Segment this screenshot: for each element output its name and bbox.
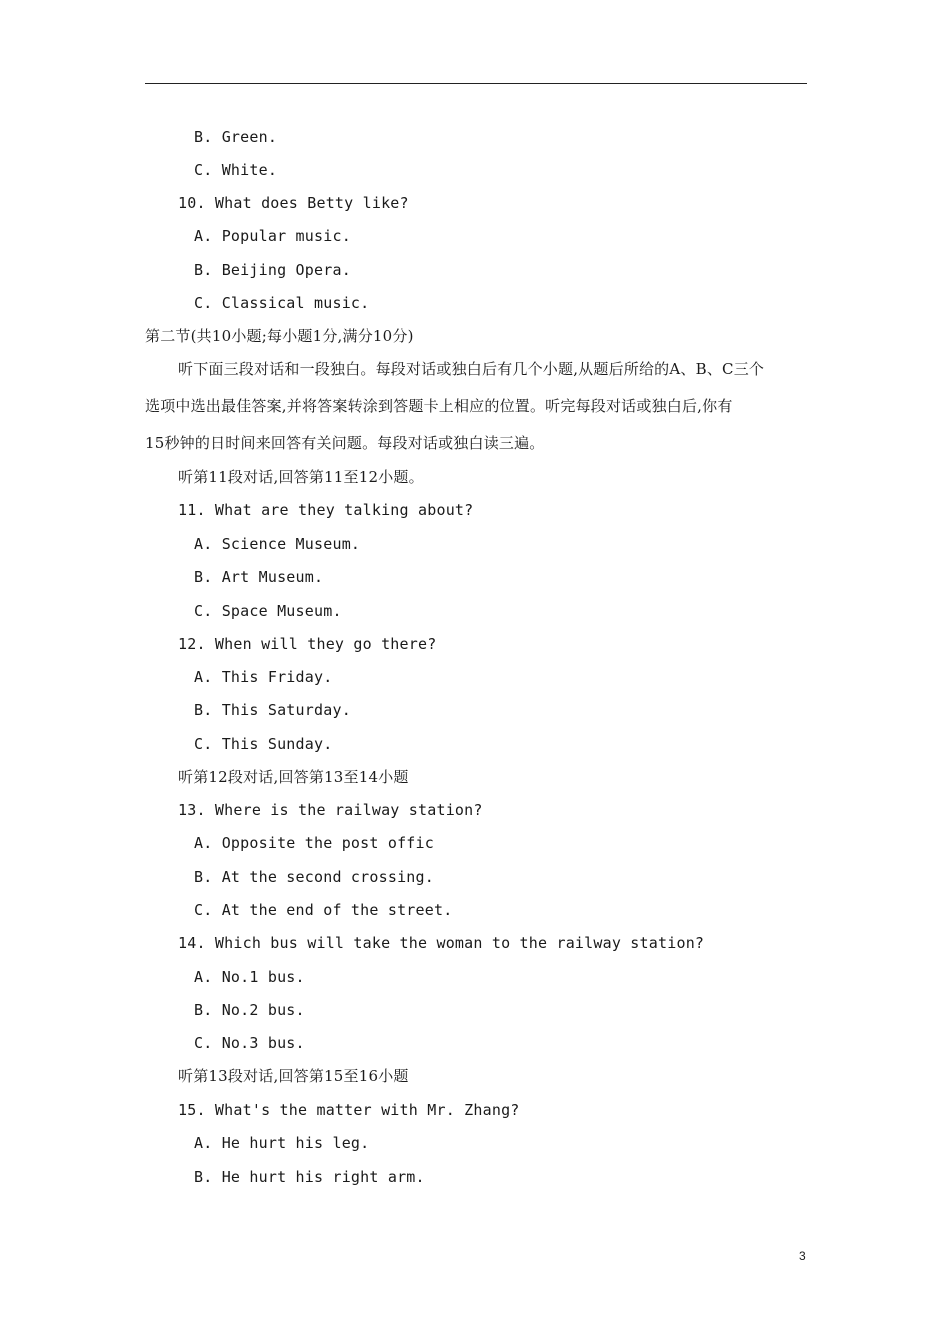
q11-question: 11. What are they talking about? (178, 501, 474, 519)
q10-option-a: A. Popular music. (194, 227, 351, 245)
q13-option-c: C. At the end of the street. (194, 901, 453, 919)
q12-question: 12. When will they go there? (178, 635, 437, 653)
q9-option-b: B. Green. (194, 128, 278, 146)
dialog-13-instruction: 听第13段对话,回答第15至16小题 (178, 1067, 409, 1085)
q10-option-c: C. Classical music. (194, 294, 370, 312)
q11-option-c: C. Space Museum. (194, 602, 342, 620)
q15-option-b: B. He hurt his right arm. (194, 1168, 425, 1186)
q10-option-b: B. Beijing Opera. (194, 261, 351, 279)
instruction-line-2: 选项中选出最佳答案,并将答案转涂到答题卡上相应的位置。听完每段对话或独白后,你有 (145, 397, 733, 415)
q10-question: 10. What does Betty like? (178, 194, 409, 212)
q15-question: 15. What's the matter with Mr. Zhang? (178, 1101, 520, 1119)
q14-option-a: A. No.1 bus. (194, 968, 305, 986)
q13-question: 13. Where is the railway station? (178, 801, 483, 819)
q12-option-a: A. This Friday. (194, 668, 333, 686)
q15-option-a: A. He hurt his leg. (194, 1134, 370, 1152)
q13-option-b: B. At the second crossing. (194, 868, 434, 886)
q12-option-c: C. This Sunday. (194, 735, 333, 753)
q14-option-b: B. No.2 bus. (194, 1001, 305, 1019)
q14-question: 14. Which bus will take the woman to the railway station? (178, 934, 705, 952)
q11-option-a: A. Science Museum. (194, 535, 361, 553)
section-heading: 第二节(共10小题;每小题1分,满分10分) (145, 327, 414, 345)
instruction-line-3: 15秒钟的日时间来回答有关问题。每段对话或独白读三遍。 (145, 434, 545, 452)
q11-option-b: B. Art Museum. (194, 568, 324, 586)
dialog-12-instruction: 听第12段对话,回答第13至14小题 (178, 768, 409, 786)
q13-option-a: A. Opposite the post offic (194, 834, 434, 852)
q14-option-c: C. No.3 bus. (194, 1034, 305, 1052)
q9-option-c: C. White. (194, 161, 278, 179)
dialog-11-instruction: 听第11段对话,回答第11至12小题。 (178, 468, 424, 486)
page-number: 3 (799, 1249, 806, 1263)
q12-option-b: B. This Saturday. (194, 701, 351, 719)
instruction-line-1: 听下面三段对话和一段独白。每段对话或独白后有几个小题,从题后所给的A、B、C三个 (178, 360, 765, 378)
header-rule (145, 83, 807, 84)
